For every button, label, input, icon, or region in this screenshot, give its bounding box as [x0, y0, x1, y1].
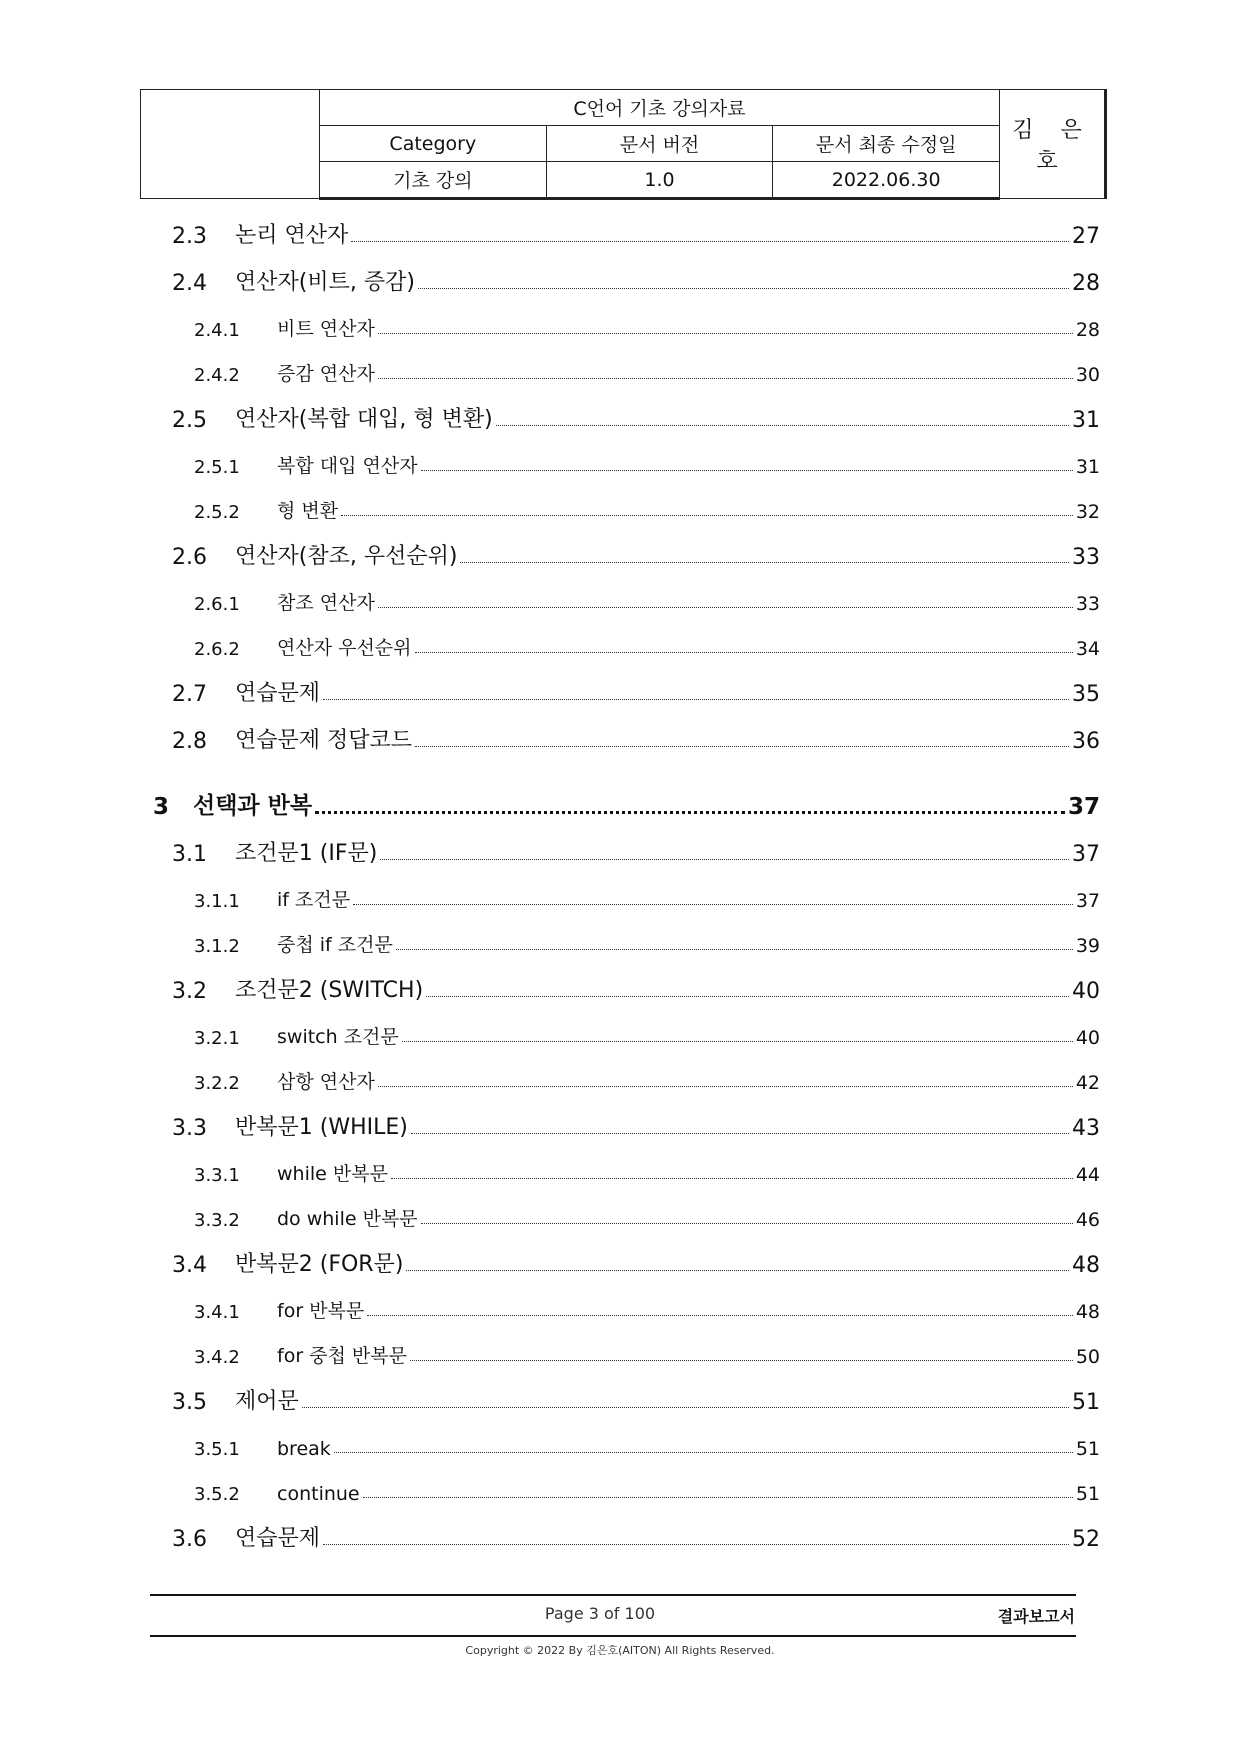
toc-entry[interactable] — [150, 478, 1100, 523]
toc-entry-number: 3.5.1 — [194, 1439, 240, 1460]
toc-entry-number: 3.2.1 — [194, 1028, 240, 1049]
toc-entry[interactable] — [150, 1278, 1100, 1323]
toc-entry[interactable] — [150, 754, 1100, 820]
toc-leader-dots — [410, 1359, 1073, 1361]
toc-entry-page: 51 — [1072, 1390, 1100, 1415]
toc-entry-number: 3.4.1 — [194, 1302, 240, 1323]
toc-entry-page: 40 — [1075, 1027, 1100, 1049]
toc-entry-title: 참조 연산자 — [277, 592, 375, 614]
doc-title-cell: C언어 기초 강의자료 — [320, 90, 1000, 126]
toc-entry-title: 연산자(복합 대입, 형 변환) — [235, 407, 493, 432]
toc-entry-page: 37 — [1067, 794, 1100, 820]
toc-entry-page: 48 — [1075, 1301, 1100, 1323]
toc-entry-number: 2.3 — [172, 224, 207, 249]
toc-entry[interactable] — [150, 1004, 1100, 1049]
toc-leader-dots — [323, 698, 1069, 700]
toc-leader-dots — [378, 377, 1073, 379]
toc-entry[interactable] — [150, 1049, 1100, 1094]
toc-leader-dots — [334, 1451, 1073, 1453]
table-of-contents — [150, 202, 1100, 1552]
toc-entry-title: 연습문제 — [235, 1526, 321, 1551]
toc-entry-title: 반복문2 (FOR문) — [235, 1252, 404, 1277]
toc-entry-number: 3.1.1 — [194, 891, 240, 912]
toc-entry-title: 삼항 연산자 — [277, 1071, 375, 1093]
toc-entry-number: 3.6 — [172, 1527, 207, 1552]
toc-entry-title: do while 반복문 — [277, 1208, 418, 1230]
toc-entry-page: 32 — [1075, 501, 1100, 523]
toc-entry-number: 2.7 — [172, 682, 207, 707]
toc-entry-number: 2.8 — [172, 729, 207, 754]
document-type-label: 결과보고서 — [997, 1607, 1075, 1626]
toc-leader-dots — [418, 287, 1069, 289]
toc-entry[interactable] — [150, 296, 1100, 341]
toc-entry[interactable] — [150, 660, 1100, 707]
toc-entry-title: 증감 연산자 — [277, 363, 375, 385]
toc-entry-number: 3 — [153, 794, 170, 820]
toc-entry-title: break — [277, 1438, 331, 1460]
toc-entry-number: 2.5.2 — [194, 502, 240, 523]
toc-entry-number: 2.4.1 — [194, 320, 240, 341]
toc-entry-title: 조건문2 (SWITCH) — [235, 978, 424, 1003]
toc-entry-title: continue — [277, 1483, 360, 1505]
toc-entry-page: 40 — [1072, 979, 1100, 1004]
toc-entry-title: while 반복문 — [277, 1163, 388, 1185]
toc-leader-dots — [415, 745, 1069, 747]
toc-entry-number: 3.5 — [172, 1390, 207, 1415]
category-label-cell: Category — [320, 126, 547, 162]
toc-leader-dots — [402, 1040, 1073, 1042]
toc-entry[interactable] — [150, 1505, 1100, 1552]
toc-entry-title: 연산자(비트, 증감) — [235, 270, 415, 295]
toc-entry-page: 46 — [1075, 1209, 1100, 1231]
footer-bottom-rule — [150, 1635, 1076, 1637]
toc-entry-number: 3.3.1 — [194, 1165, 240, 1186]
toc-leader-dots — [363, 1496, 1073, 1498]
toc-entry[interactable] — [150, 1231, 1100, 1278]
toc-entry-title: 형 변환 — [277, 500, 339, 522]
toc-leader-dots — [302, 1406, 1069, 1408]
toc-entry-page: 28 — [1072, 271, 1100, 296]
toc-leader-dots — [421, 469, 1073, 471]
toc-entry[interactable] — [150, 1141, 1100, 1186]
toc-entry-number: 3.1.2 — [194, 936, 240, 957]
toc-leader-dots — [367, 1314, 1073, 1316]
toc-entry-number: 3.1 — [172, 842, 207, 867]
toc-entry-title: switch 조건문 — [277, 1026, 399, 1048]
toc-entry-title: for 중첩 반복문 — [277, 1345, 407, 1367]
toc-leader-dots — [406, 1269, 1069, 1271]
toc-entry-number: 2.5.1 — [194, 457, 240, 478]
toc-entry-title: 복합 대입 연산자 — [277, 455, 418, 477]
toc-leader-dots — [378, 332, 1073, 334]
toc-leader-dots — [496, 424, 1069, 426]
toc-entry[interactable] — [150, 433, 1100, 478]
toc-leader-dots — [460, 561, 1069, 563]
toc-leader-dots — [315, 810, 1065, 814]
toc-leader-dots — [323, 1543, 1069, 1545]
toc-entry[interactable] — [150, 202, 1100, 249]
document-header-table — [140, 89, 1107, 200]
toc-entry-number: 3.2.2 — [194, 1073, 240, 1094]
toc-leader-dots — [426, 995, 1069, 997]
toc-entry-page: 35 — [1072, 682, 1100, 707]
toc-entry-title: 논리 연산자 — [235, 223, 349, 248]
page-info: Page 3 of 100 — [544, 1604, 656, 1623]
version-value-cell: 1.0 — [546, 162, 773, 199]
toc-entry-title: 연산자 우선순위 — [277, 637, 412, 659]
toc-entry[interactable] — [150, 1323, 1100, 1368]
toc-entry-title: 제어문 — [235, 1389, 299, 1414]
toc-entry-page: 31 — [1072, 408, 1100, 433]
toc-entry-title: 선택과 반복 — [193, 793, 313, 819]
toc-leader-dots — [421, 1222, 1073, 1224]
toc-entry[interactable] — [150, 867, 1100, 912]
toc-entry-page: 34 — [1075, 638, 1100, 660]
toc-leader-dots — [378, 606, 1073, 608]
toc-entry-number: 2.6 — [172, 545, 207, 570]
toc-leader-dots — [353, 903, 1073, 905]
toc-entry[interactable] — [150, 249, 1100, 296]
toc-entry-page: 48 — [1072, 1253, 1100, 1278]
toc-entry-page: 50 — [1075, 1346, 1100, 1368]
toc-entry-title: 비트 연산자 — [277, 318, 375, 340]
toc-entry[interactable] — [150, 1186, 1100, 1231]
toc-entry[interactable] — [150, 957, 1100, 1004]
toc-entry-title: 중첩 if 조건문 — [277, 934, 393, 956]
toc-entry-page: 43 — [1072, 1116, 1100, 1141]
toc-entry[interactable] — [150, 707, 1100, 754]
modified-value-cell: 2022.06.30 — [773, 162, 1000, 199]
toc-entry[interactable] — [150, 1094, 1100, 1141]
modified-label-cell: 문서 최종 수정일 — [773, 126, 1000, 162]
toc-entry-page: 52 — [1072, 1527, 1100, 1552]
toc-entry-number: 3.2 — [172, 979, 207, 1004]
version-label-cell: 문서 버전 — [546, 126, 773, 162]
toc-entry-title: 연습문제 정답코드 — [235, 728, 413, 753]
toc-entry-page: 42 — [1075, 1072, 1100, 1094]
toc-entry-page: 51 — [1075, 1438, 1100, 1460]
toc-entry-number: 2.4.2 — [194, 365, 240, 386]
toc-entry-number: 3.3 — [172, 1116, 207, 1141]
toc-entry-page: 27 — [1072, 224, 1100, 249]
toc-leader-dots — [415, 651, 1073, 653]
toc-entry-page: 28 — [1075, 319, 1100, 341]
toc-entry-page: 37 — [1075, 890, 1100, 912]
toc-entry-number: 2.5 — [172, 408, 207, 433]
toc-entry-page: 31 — [1075, 456, 1100, 478]
footer-top-rule — [150, 1594, 1076, 1596]
toc-entry[interactable] — [150, 523, 1100, 570]
toc-leader-dots — [396, 948, 1073, 950]
toc-entry-page: 33 — [1072, 545, 1100, 570]
toc-entry-title: 조건문1 (IF문) — [235, 841, 378, 866]
toc-entry-number: 3.4 — [172, 1253, 207, 1278]
toc-entry-number: 2.6.2 — [194, 639, 240, 660]
toc-leader-dots — [380, 858, 1069, 860]
toc-entry[interactable] — [150, 386, 1100, 433]
toc-entry[interactable] — [150, 912, 1100, 957]
toc-entry-page: 33 — [1075, 593, 1100, 615]
toc-entry[interactable] — [150, 341, 1100, 386]
toc-entry-title: for 반복문 — [277, 1300, 365, 1322]
toc-entry-title: 연습문제 — [235, 681, 321, 706]
copyright-notice: Copyright © 2022 By 김은호(AITON) All Rights Reserved. — [465, 1644, 775, 1657]
toc-entry-page: 30 — [1075, 364, 1100, 386]
toc-leader-dots — [341, 514, 1073, 516]
author-cell: 김 은 호 — [1000, 90, 1106, 199]
toc-entry-title: 연산자(참조, 우선순위) — [235, 544, 458, 569]
toc-entry[interactable] — [150, 615, 1100, 660]
toc-entry-page: 51 — [1075, 1483, 1100, 1505]
toc-entry-page: 44 — [1075, 1164, 1100, 1186]
toc-entry-number: 3.5.2 — [194, 1484, 240, 1505]
toc-leader-dots — [378, 1085, 1073, 1087]
toc-entry[interactable] — [150, 570, 1100, 615]
toc-leader-dots — [391, 1177, 1073, 1179]
toc-entry[interactable] — [150, 1460, 1100, 1505]
toc-entry-page: 36 — [1072, 729, 1100, 754]
toc-leader-dots — [411, 1132, 1069, 1134]
toc-entry-number: 3.3.2 — [194, 1210, 240, 1231]
toc-entry-number: 2.6.1 — [194, 594, 240, 615]
toc-entry[interactable] — [150, 820, 1100, 867]
toc-entry-number: 2.4 — [172, 271, 207, 296]
toc-entry-page: 39 — [1075, 935, 1100, 957]
toc-entry-title: 반복문1 (WHILE) — [235, 1115, 408, 1140]
toc-entry-number: 3.4.2 — [194, 1347, 240, 1368]
toc-leader-dots — [351, 240, 1069, 242]
toc-entry-title: if 조건문 — [277, 889, 351, 911]
toc-entry-page: 37 — [1072, 842, 1100, 867]
toc-entry[interactable] — [150, 1368, 1100, 1415]
toc-entry[interactable] — [150, 1415, 1100, 1460]
category-value-cell: 기초 강의 — [320, 162, 547, 199]
logo-placeholder-cell — [141, 90, 320, 199]
